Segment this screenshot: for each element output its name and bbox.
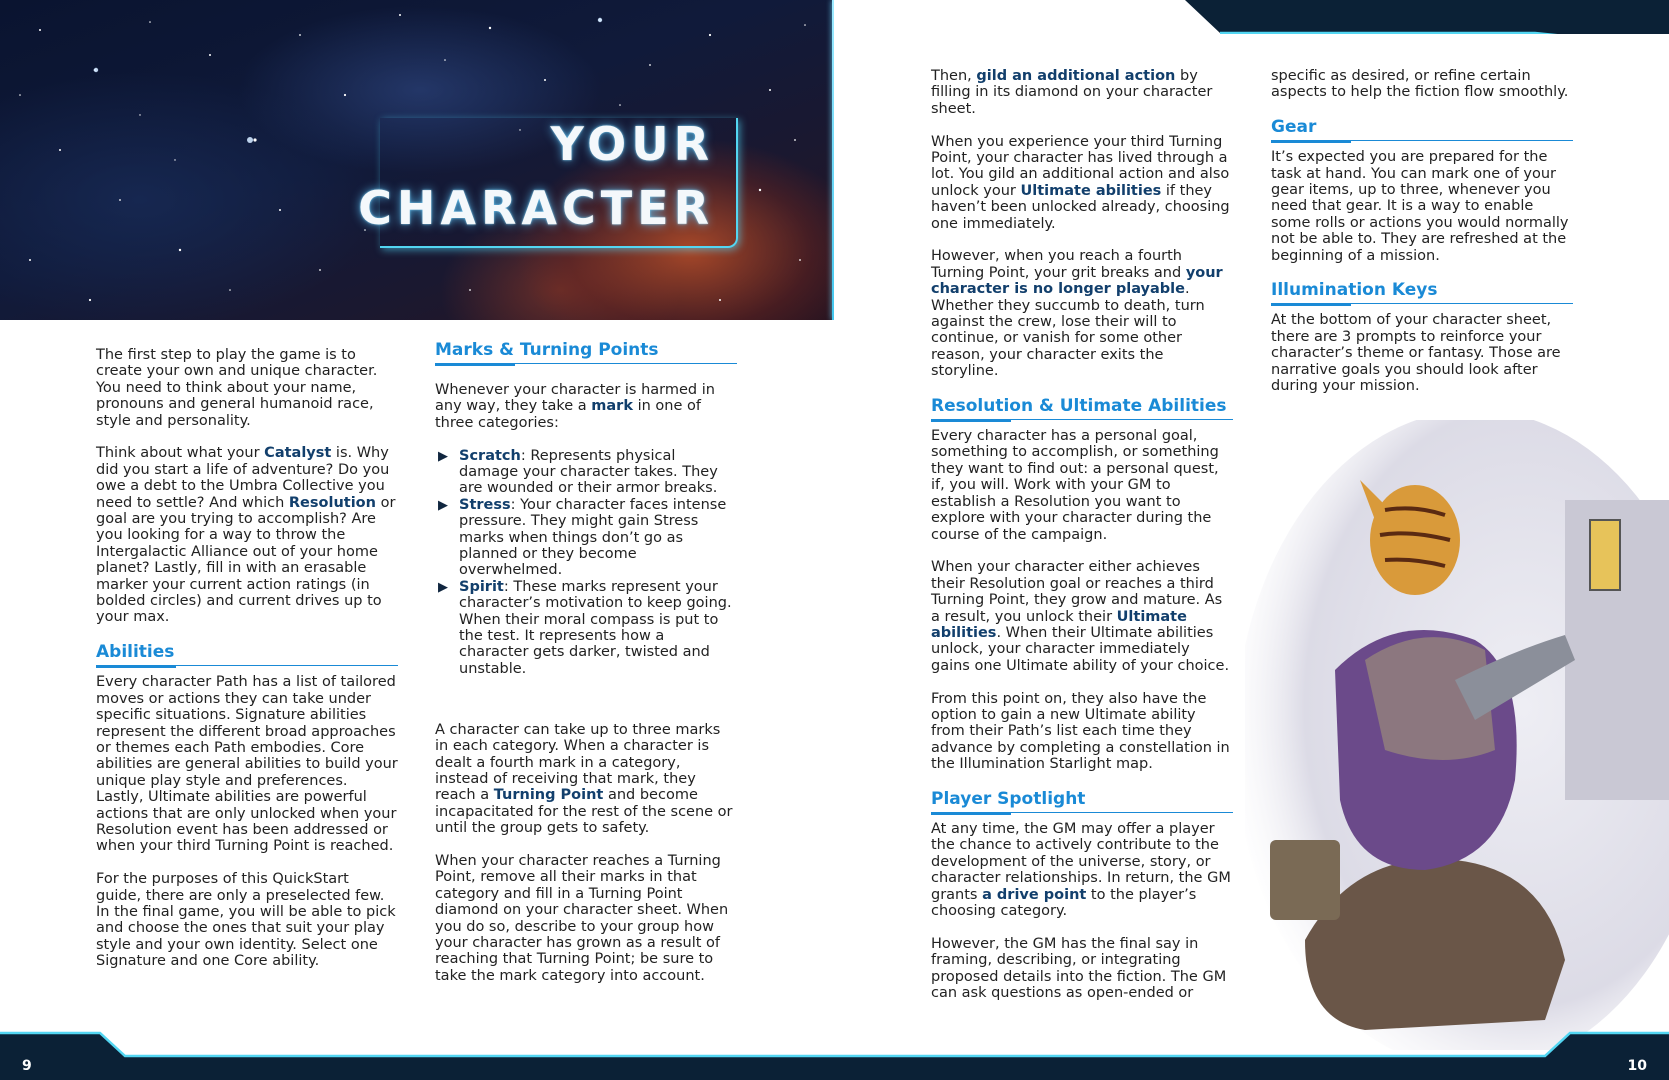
arrow-bullet-icon: ▶ (438, 579, 448, 595)
right-page (834, 0, 1669, 1080)
highlight-term: Turning Point (493, 787, 604, 804)
list-item: ▶ Scratch: Represents physical damage your character takes. They are wounded or their armor breaks. (438, 447, 718, 497)
highlight-term: Catalyst (264, 445, 332, 462)
paragraph: Think about what your Catalyst is. Why did you start a life of adventure? Do you owe a debt to the Umbra Collective you need to settle? And which Resolution or goal are you trying to accomplish? Are you looking for a way to throw the Intergalactic Alliance out of your home planet? Lastly, fill in with an erasable marker your current action ratings (in bolded circles) and current drives up to your max. (96, 445, 396, 626)
right-column-2 (1271, 68, 1573, 411)
left-column-1 (96, 347, 398, 986)
paragraph: When your character either achieves their Resolution goal or reaches a third Turning Point, they grow and mature. As a result, you unlock their Ultimate abilities. When their Ultimate abilities unlock, your character immediately gains one Ultimate ability of your choice. (931, 559, 1230, 674)
paragraph: From this point on, they also have the option to gain a new Ultimate ability from their Path’s list each time they advance by completing a constellation in the Illumination Starlight map. (931, 690, 1230, 773)
paragraph: Whenever your character is harmed in any way, they take a mark in one of three categories: (435, 382, 715, 431)
top-corner-decoration (1185, 0, 1669, 34)
title-line-1: YOUR (550, 117, 714, 171)
section-heading-marks: Marks & Turning Points (435, 340, 737, 364)
paragraph: At the bottom of your character sheet, there are 3 prompts to reinforce your character’s theme or fantasy. Those are narrative goals you should look after during your mission. (1271, 312, 1561, 395)
footer-bar (0, 1020, 1669, 1080)
highlight-term: Ultimate abilities (931, 608, 1187, 641)
page-title (358, 112, 714, 240)
left-page (0, 0, 834, 1080)
highlight-term: Resolution (288, 494, 376, 511)
paragraph: Every character has a personal goal, something to accomplish, or something they want to find out: a personal quest, if, you will. Work with your GM to establish a Resolution you want to explore with your character during the course of the campaign. (931, 428, 1219, 543)
paragraph: specific as desired, or refine certain aspects to help the fiction flow smoothly. (1271, 68, 1569, 101)
section-heading-abilities: Abilities (96, 642, 398, 666)
highlight-term: gild an additional action (976, 68, 1176, 84)
highlight-term: mark (591, 398, 633, 415)
section-heading-gear: Gear (1271, 117, 1573, 141)
highlight-term: your character is no longer playable (931, 264, 1223, 298)
title-line-2: CHARACTER (358, 181, 714, 235)
paragraph: The first step to play the game is to create your own and unique character. You need to think about your name, pronouns and general humanoid race, style and personality. (96, 347, 378, 429)
paragraph: For the purposes of this QuickStart guide, there are only a preselected few. In the final game, you will be able to pick and choose the ones that suit your play style and your own identity. Select one Signature and one Core ability. (96, 871, 396, 970)
paragraph: However, the GM has the final say in framing, describing, or integrating proposed details into the fiction. The GM can ask questions as open-ended or (931, 935, 1227, 1002)
paragraph: Then, gild an additional action by filling in its diamond on your character sheet. (931, 68, 1213, 117)
arrow-bullet-icon: ▶ (438, 448, 448, 464)
right-column-1 (931, 68, 1233, 1018)
paragraph: It’s expected you are prepared for the task at hand. You can mark one of your gear items, up to three, whenever you need that gear. It is a way to enable some rolls or actions you would normally not be able to. They are refreshed at the beginning of a mission. (1271, 149, 1569, 264)
paragraph: When your character reaches a Turning Point, remove all their marks in that category and fill in a Turning Point diamond on your character sheet. When you do so, describe to your group how your character has grown as a result of reaching that Turning Point; be sure to take the mark category into account. (435, 852, 729, 984)
highlight-term: a drive point (982, 886, 1087, 903)
list-item: ▶ Stress: Your character faces intense pressure. They might gain Stress marks when things don’t go as planned or they become overwhelmed. (438, 496, 727, 579)
paragraph: Every character Path has a list of tailored moves or actions they can take under specific situations. Signature abilities represent the different broad approaches or themes each Path embodies. Core abilities are general abilities to build your unique play style and preferences. Lastly, Ultimate abilities are powerful actions that are only unlocked when your Resolution event has been addressed or when your third Turning Point is reached. (96, 674, 398, 855)
arrow-bullet-icon: ▶ (438, 497, 448, 513)
page-number-right: 10 (1627, 1058, 1647, 1074)
left-column-2 (435, 340, 737, 1001)
paragraph: However, when you reach a fourth Turning Point, your grit breaks and your character is no longer playable. Whether they succumb to death, turn against the crew, lose their will to continue, or vanish for some other reason, your character exits the storyline. (931, 248, 1223, 380)
highlight-term: Ultimate abilities (1020, 182, 1162, 199)
paragraph: When you experience your third Turning Point, your character has lived through a lot. You gild an additional action and also unlock your Ultimate abilities if they haven’t been unlocked already, choosing one immediately. (931, 133, 1230, 232)
list-item: ▶ Spirit: These marks represent your character’s motivation to keep going. When their moral compass is put to the test. It represents how a character gets darker, twisted and unstable. (438, 578, 732, 677)
paragraph: A character can take up to three marks in each category. When a character is dealt a fourth mark in a category, instead of receiving that mark, they reach a Turning Point and become incapacitated for the rest of the scene or until the group gets to safety. (435, 721, 733, 837)
paragraph: At any time, the GM may offer a player the chance to actively contribute to the development of the universe, story, or character relationships. In return, the GM grants a drive point to the player’s choosing category. (931, 820, 1231, 919)
section-heading-resolution: Resolution & Ultimate Abilities (931, 396, 1233, 420)
section-heading-spotlight: Player Spotlight (931, 789, 1233, 813)
section-heading-illumination-keys: Illumination Keys (1271, 280, 1573, 304)
character-illustration (1245, 420, 1669, 1050)
page-number-left: 9 (22, 1058, 32, 1074)
hero-banner (0, 0, 834, 320)
mark-categories-list (435, 448, 737, 678)
